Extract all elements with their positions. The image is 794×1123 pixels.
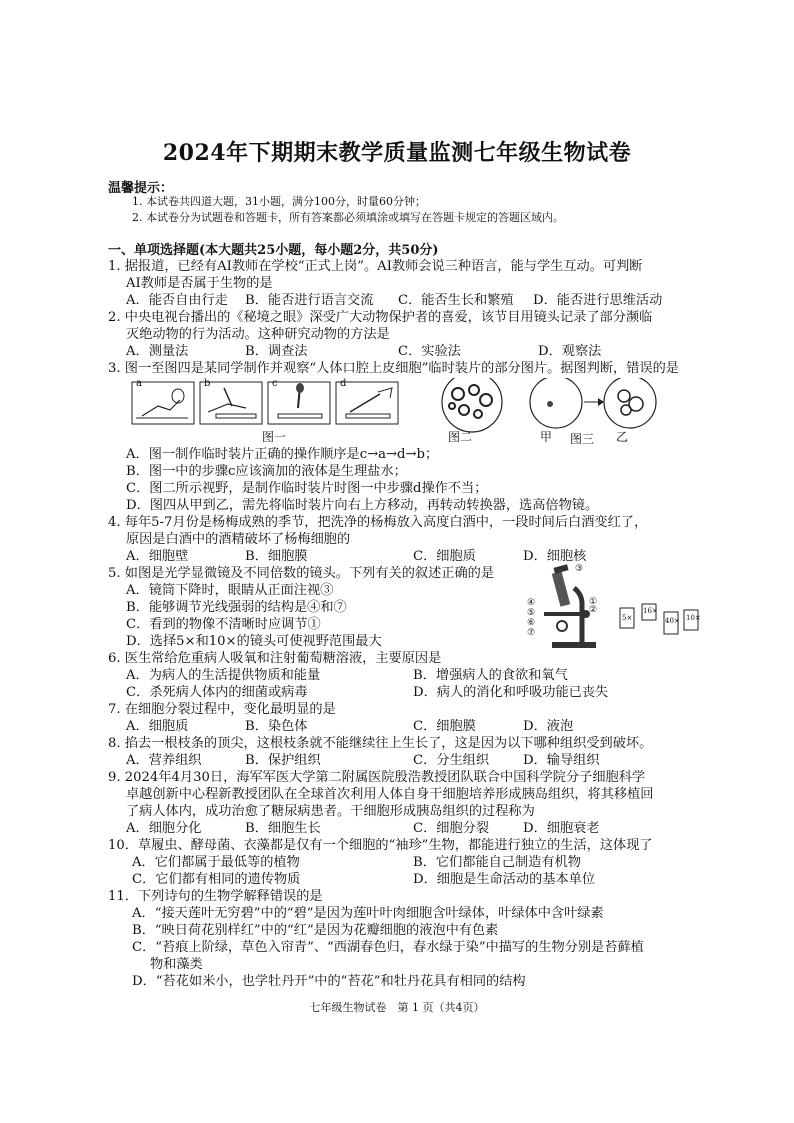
q6-option-a: A．为病人的生活提供物质和能量	[126, 668, 321, 683]
q11-option-c: C．“苔痕上阶绿，草色入帘青”、“西湖春色归，春水绿于染”中描写的生物分别是苔藓植	[132, 940, 644, 955]
view-before	[530, 378, 582, 428]
q7-option-d: D．液泡	[523, 719, 574, 734]
section-heading: 一、单项选择题(本大题共25小题，每小题2分，共50分)	[108, 243, 439, 258]
q10-option-b: B．它们都能自己制造有机物	[413, 855, 581, 870]
q7-option-a: A．细胞质	[126, 719, 189, 734]
page-footer: 七年级生物试卷 第 1 页（共4页）	[309, 1001, 485, 1014]
q4-option-c: C．细胞质	[413, 549, 476, 564]
page-title: 2024年下期期末教学质量监测七年级生物试卷	[162, 140, 632, 166]
lens-label-10x: 10×	[686, 614, 701, 622]
fig-label-c: c	[272, 378, 278, 389]
q1-option-c: C．能否生长和繁殖	[398, 293, 514, 308]
notice-heading: 温馨提示：	[108, 181, 174, 196]
q9-option-b: B．细胞生长	[245, 821, 321, 836]
question-4-stem-cont: 原因是白酒中的酒精破坏了杨梅细胞的	[126, 532, 351, 547]
q8-option-d: D．输导组织	[523, 753, 600, 768]
q6-option-b: B．增强病人的食欲和氧气	[413, 668, 568, 683]
microscope-figure	[522, 564, 702, 650]
q5-option-c: C．看到的物像不清晰时应调节①	[126, 617, 321, 632]
figure-2-caption: 图二	[448, 430, 473, 444]
q6-option-d: D．病人的消化和呼吸功能已丧失	[413, 685, 609, 700]
q3-option-b: B．图一中的步骤c应该滴加的液体是生理盐水；	[126, 464, 407, 479]
micro-label-6: ⑥	[527, 618, 536, 628]
notice-item: 1. 本试卷共四道大题，31小题，满分100分，时量60分钟；	[132, 195, 426, 208]
question-1-stem-cont: AI教师是否属于生物的是	[126, 276, 273, 291]
micro-label-2: ②	[589, 605, 598, 615]
question-2-stem-cont: 灭绝动物的行为活动。这种研究动物的方法是	[126, 327, 390, 342]
q5-option-b: B．能够调节光线强弱的结构是④和⑦	[126, 600, 347, 615]
fig-label-d: d	[340, 378, 347, 389]
q1-option-a: A．能否自由行走	[126, 293, 228, 308]
microscope-field-view	[442, 378, 502, 432]
q1-option-d: D．能否进行思维活动	[533, 293, 663, 308]
fig-label-b: b	[204, 378, 211, 389]
q6-option-c: C．杀死病人体内的细菌或病毒	[126, 685, 308, 700]
micro-label-3: ③	[575, 564, 584, 574]
q9-option-d: D．细胞衰老	[523, 821, 600, 836]
q8-option-a: A．营养组织	[126, 753, 202, 768]
q2-option-d: D．观察法	[538, 344, 602, 359]
question-2-stem: 2. 中央电视台播出的《秘境之眼》深受广大动物保护者的喜爱，该节目用镜头记录了部分濒临	[108, 310, 653, 325]
question-5-stem: 5. 如图是光学显微镜及不同倍数的镜头。下列有关的叙述正确的是	[108, 566, 495, 581]
q7-option-b: B．染色体	[245, 719, 308, 734]
q9-option-c: C．细胞分裂	[413, 821, 490, 836]
q10-option-c: C．它们都有相同的遗传物质	[132, 872, 301, 887]
question-1-stem: 1. 据报道，已经有AI教师在学校“正式上岗”。AI教师会说三种语言，能与学生互动。可判断	[108, 259, 643, 274]
fig-label-a: a	[136, 378, 142, 389]
q11-option-c-cont: 物和藻类	[150, 957, 203, 972]
q2-option-a: A．测量法	[126, 344, 189, 359]
q4-option-b: B．细胞膜	[245, 549, 308, 564]
q4-option-d: D．细胞核	[523, 549, 587, 564]
question-9-stem-cont: 卓越创新中心程新教授团队在全球首次利用人体自身干细胞培养形成胰岛组织，将其移植回	[126, 787, 654, 802]
figure-3-right-label: 乙	[616, 430, 629, 444]
q7-option-c: C．细胞膜	[413, 719, 476, 734]
q2-option-b: B．调查法	[245, 344, 308, 359]
q8-option-b: B．保护组织	[245, 753, 321, 768]
question-8-stem: 8. 掐去一根枝条的顶尖，这根枝条就不能继续往上生长了，这是因为以下哪种组织受到破坏。	[108, 736, 653, 751]
lens-label-5x: 5×	[622, 614, 633, 622]
q3-option-c: C．图二所示视野，是制作临时装片时图一中步骤d操作不当；	[126, 481, 488, 496]
question-9-stem-cont: 了病人体内，成功治愈了糖尿病患者。干细胞形成胰岛组织的过程称为	[126, 804, 535, 819]
micro-label-4: ④	[527, 598, 536, 608]
lens-label-40x: 40×	[665, 617, 680, 625]
q10-option-a: A．它们都属于最低等的植物	[132, 855, 300, 870]
figure-1-caption: 图一	[262, 430, 287, 444]
q3-option-d: D．图四从甲到乙，需先将临时装片向右上方移动，再转动转换器，选高倍物镜。	[126, 498, 599, 513]
figure-3-left-label: 甲	[540, 430, 553, 444]
q4-option-a: A．细胞壁	[126, 549, 189, 564]
q2-option-c: C．实验法	[398, 344, 461, 359]
q10-option-d: D．细胞是生命活动的基本单位	[413, 872, 596, 887]
q11-option-d: D．“苔花如米小，也学牡丹开”中的“苔花”和牡丹花具有相同的结构	[132, 974, 526, 989]
question-10-stem: 10．草履虫、酵母菌、衣藻都是仅有一个细胞的“袖珍”生物，都能进行独立的生活，这体现了	[108, 838, 653, 853]
micro-label-5: ⑤	[527, 608, 536, 618]
q5-option-d: D．选择5×和10×的镜头可使视野范围最大	[126, 634, 382, 649]
question-6-stem: 6. 医生常给危重病人吸氧和注射葡萄糖溶液，主要原因是	[108, 651, 442, 666]
question-4-stem: 4. 每年5-7月份是杨梅成熟的季节，把洗净的杨梅放入高度白酒中，一段时间后白酒变红了，	[108, 515, 648, 530]
lens-label-16x: 16×	[643, 607, 658, 615]
question-9-stem: 9. 2024年4月30日，海军军医大学第二附属医院殷浩教授团队联合中国科学院分子细胞科学	[108, 770, 646, 785]
q1-option-b: B．能否进行语言交流	[245, 293, 374, 308]
q3-option-a: A．图一制作临时装片正确的操作顺序是c→a→d→b；	[126, 447, 439, 462]
notice-item: 2. 本试卷分为试题卷和答题卡，所有答案都必须填涂或填写在答题卡规定的答题区域内。	[132, 211, 564, 224]
figure-3-caption: 图三	[570, 432, 595, 446]
q11-option-a: A．“接天莲叶无穷碧”中的“碧”是因为莲叶叶肉细胞含叶绿体，叶绿体中含叶绿素	[132, 906, 604, 921]
question-3-stem: 3. 图一至图四是某同学制作并观察“人体口腔上皮细胞”临时装片的部分图片。据图判断，错误的是	[108, 361, 679, 376]
q8-option-c: C．分生组织	[413, 753, 490, 768]
q11-option-b: B．“映日荷花别样红”中的“红”是因为花瓣细胞的液泡中有色素	[132, 923, 499, 938]
question-11-stem: 11．下列诗句的生物学解释错误的是	[108, 889, 323, 904]
micro-label-1: ①	[589, 597, 598, 607]
question-7-stem: 7. 在细胞分裂过程中，变化最明显的是	[108, 702, 336, 717]
q5-option-a: A．镜筒下降时，眼睛从正面注视③	[126, 583, 334, 598]
micro-label-7: ⑦	[527, 628, 536, 638]
q9-option-a: A．细胞分化	[126, 821, 202, 836]
view-after	[604, 378, 656, 428]
